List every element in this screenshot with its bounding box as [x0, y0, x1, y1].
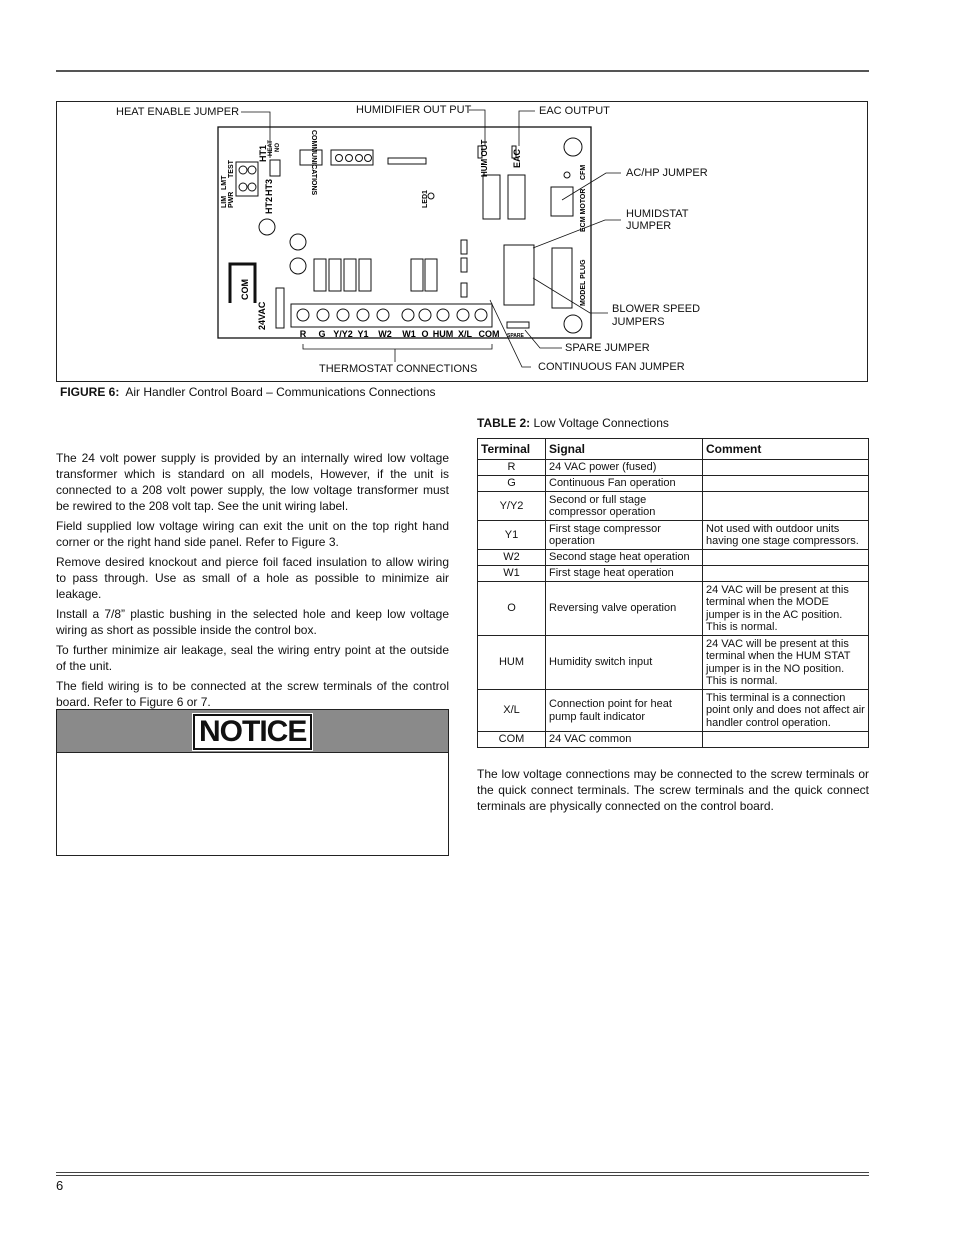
24vac-connector [276, 288, 284, 328]
blower-speed-jumper-block [504, 245, 534, 305]
body-text [56, 450, 449, 714]
body-paragraph: Install a 7/8” plastic bushing in the selected hole and keep low voltage wiring as short as possible inside the control box. [56, 607, 449, 637]
callout-humidifier-output: HUMIDIFIER OUT PUT [356, 104, 472, 116]
mount-hole [259, 219, 275, 235]
relay [425, 259, 437, 291]
board-label-24vac: 24VAC [257, 301, 267, 330]
figure-caption-text: Air Handler Control Board – Communications Connections [125, 385, 436, 399]
jumper-pins [461, 283, 467, 297]
table-row [478, 582, 869, 636]
jumper-pins [461, 258, 467, 272]
cell-comment: 24 VAC will be present at this terminal when the HUM STAT jumper is in the NO position. This is normal. [703, 636, 869, 690]
table-row [478, 732, 869, 748]
body-paragraph: Remove desired knockout and pierce foil faced insulation to allow wiring to pass through. Use as small of a hole as possible to minimize air leakage. [56, 555, 449, 601]
relay [329, 259, 341, 291]
relay [344, 259, 356, 291]
board-label-ht3: HT3 [264, 178, 274, 196]
cell-comment: This terminal is a connection point only and does not affect air handler control operation. [703, 690, 869, 732]
svg-text:COM: COM [478, 329, 500, 339]
callout-ac-hp-jumper: AC/HP JUMPER [626, 167, 708, 179]
callout-heat-enable-jumper: HEAT ENABLE JUMPER [116, 106, 240, 118]
terminal-screws [297, 309, 487, 321]
cell-terminal: O [478, 582, 546, 636]
cell-signal: First stage compressor operation [546, 521, 703, 550]
relay [411, 259, 423, 291]
svg-text:HUM: HUM [432, 329, 454, 339]
heat-enable-jumper-pins [270, 160, 280, 176]
cell-signal: Second or full stage compressor operation [546, 492, 703, 521]
svg-text:R: R [299, 329, 307, 339]
footer-rule [56, 1172, 869, 1173]
cell-comment [703, 460, 869, 476]
model-plug [552, 248, 572, 308]
mount-hole [564, 315, 582, 333]
notice-box [56, 709, 449, 856]
capacitor [290, 258, 306, 274]
cell-comment: Not used with outdoor units having one stage compressors. [703, 521, 869, 550]
cell-signal: Second stage heat operation [546, 550, 703, 566]
svg-text:Y/Y2: Y/Y2 [333, 329, 353, 339]
ac-hp-jumper-block [551, 187, 573, 216]
board-label-led1: LED1 [422, 190, 429, 208]
page-number: 6 [56, 1178, 64, 1193]
callout-spare-jumper: SPARE JUMPER [565, 342, 650, 354]
spare-jumper-pins [507, 322, 529, 328]
cell-signal: Connection point for heat pump fault indicator [546, 690, 703, 732]
table-header-row [478, 439, 869, 460]
eac-relay [508, 175, 525, 219]
notice-title: NOTICE [193, 714, 312, 750]
board-outline [218, 127, 591, 338]
table-row [478, 521, 869, 550]
board-label-model-plug: MODEL PLUG [580, 259, 587, 306]
table-row [478, 476, 869, 492]
board-label-hum-out: HUM OUT [480, 139, 489, 177]
board-label-ecm-motor: ECM MOTOR [580, 188, 587, 232]
cell-terminal: COM [478, 732, 546, 748]
cell-signal: Reversing valve operation [546, 582, 703, 636]
board-label-lmt: LMT [221, 175, 228, 190]
board-label-eac: EAC [512, 148, 522, 168]
table-row [478, 492, 869, 521]
svg-text:W1: W1 [402, 329, 416, 339]
board-label-spare: SPARE [507, 333, 524, 339]
cell-terminal: R [478, 460, 546, 476]
body-paragraph: Field supplied low voltage wiring can exit the unit on the top right hand corner or the right hand side panel. Refer to Figure 3. [56, 519, 449, 549]
cell-terminal: Y1 [478, 521, 546, 550]
mount-hole [564, 138, 582, 156]
cell-terminal: HUM [478, 636, 546, 690]
terminal-strip [291, 304, 492, 327]
body-paragraph: The 24 volt power supply is provided by an internally wired low voltage transformer which is standard on all models, However, if the unit is connected to a 208 volt power supply, the low voltage transformer must be rewired to the 208 volt tap. See the unit wiring label. [56, 451, 449, 513]
footer-rule [56, 1175, 869, 1176]
low-voltage-table [477, 438, 869, 748]
callout-humidstat-jumper-l2: JUMPER [626, 220, 672, 232]
board-label-heat: HEAT [268, 140, 274, 156]
cell-terminal: X/L [478, 690, 546, 732]
cell-comment [703, 476, 869, 492]
header-signal: Signal [546, 439, 703, 460]
callout-thermostat-connections: THERMOSTAT CONNECTIONS [319, 363, 478, 375]
table-row [478, 566, 869, 582]
svg-text:Y1: Y1 [357, 329, 369, 339]
callout-eac-output: EAC OUTPUT [539, 105, 610, 117]
cell-comment [703, 550, 869, 566]
header-comment: Comment [703, 439, 869, 460]
board-label-test: TEST [228, 160, 235, 178]
board-label-communications: COMMUNICATIONS [310, 130, 317, 196]
table-row [478, 636, 869, 690]
cell-signal: First stage heat operation [546, 566, 703, 582]
svg-text:X/L: X/L [457, 329, 473, 339]
svg-text:O: O [421, 329, 429, 339]
figure-caption-label: FIGURE 6: [60, 385, 120, 399]
cell-signal: 24 VAC power (fused) [546, 460, 703, 476]
board-label-ht2: HT2 [264, 196, 274, 214]
cell-terminal: W2 [478, 550, 546, 566]
header-strip [388, 158, 426, 164]
body-paragraph: To further minimize air leakage, seal the wiring entry point at the outside of the unit. [56, 643, 449, 673]
board-label-com: COM [240, 279, 250, 300]
table-caption-text: Low Voltage Connections [533, 416, 669, 430]
hum-out-relay [483, 175, 500, 219]
callout-humidstat-jumper-l1: HUMIDSTAT [626, 208, 689, 220]
notice-header-band [57, 710, 448, 753]
body-paragraph: The field wiring is to be connected at the screw terminals of the control board. Refer to Figure 6 or 7. [56, 679, 449, 709]
svg-text:G: G [318, 329, 326, 339]
callout-blower-speed-l2: JUMPERS [612, 316, 665, 328]
figure-caption [60, 385, 436, 399]
cell-comment: 24 VAC will be present at this terminal when the MODE jumper is in the AC position. This is normal. [703, 582, 869, 636]
board-label-no: NO [275, 143, 281, 152]
cell-terminal: Y/Y2 [478, 492, 546, 521]
table-row [478, 460, 869, 476]
table-caption-label: TABLE 2: [477, 416, 531, 430]
board-label-ht1: HT1 [258, 144, 268, 162]
capacitor [290, 234, 306, 250]
header-terminal: Terminal [478, 439, 546, 460]
callout-continuous-fan-jumper: CONTINUOUS FAN JUMPER [538, 361, 685, 373]
cell-signal: Continuous Fan operation [546, 476, 703, 492]
board-label-pwr: PWR [228, 191, 235, 208]
cell-comment [703, 566, 869, 582]
after-table-paragraph: The low voltage connections may be connected to the screw terminals or the quick connect terminals. The screw terminals and the quick connect terminals are physically connected on the control board. [477, 767, 869, 813]
table-row [478, 550, 869, 566]
svg-text:W2: W2 [378, 329, 392, 339]
cell-signal: Humidity switch input [546, 636, 703, 690]
cell-comment [703, 492, 869, 521]
relay [359, 259, 371, 291]
relay [314, 259, 326, 291]
jumper-pins [461, 240, 467, 254]
table-caption [477, 416, 669, 430]
board-label-cfm: CFM [580, 164, 587, 180]
cell-signal: 24 VAC common [546, 732, 703, 748]
cell-comment [703, 732, 869, 748]
callout-blower-speed-l1: BLOWER SPEED [612, 303, 701, 315]
board-label-lim: LIM [221, 195, 228, 208]
table-row [478, 690, 869, 732]
control-board-diagram [0, 0, 954, 400]
cell-terminal: W1 [478, 566, 546, 582]
cell-terminal: G [478, 476, 546, 492]
